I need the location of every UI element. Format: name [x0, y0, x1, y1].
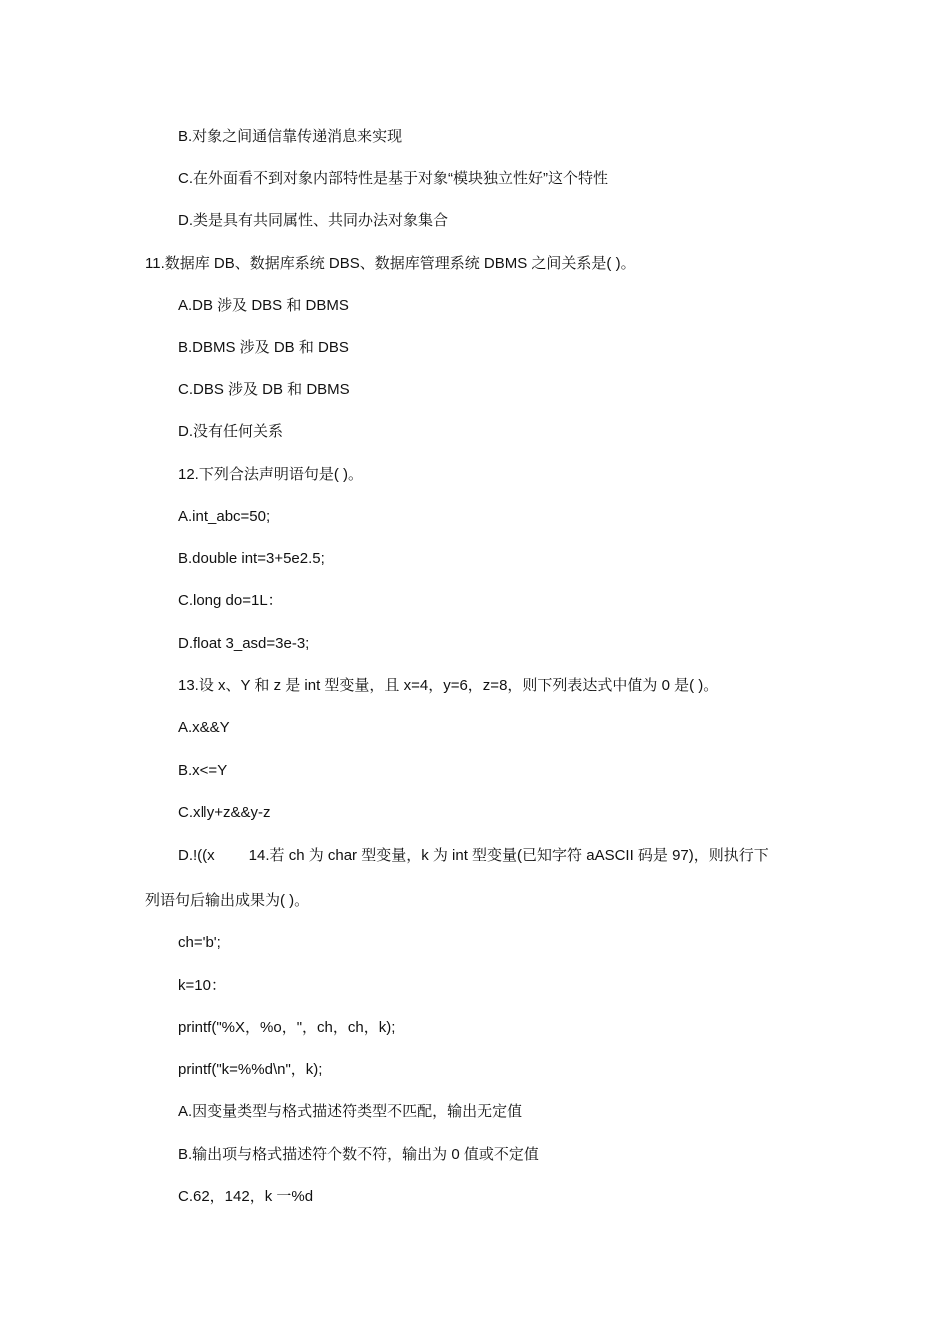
option-c-q12: C.long do=1L： — [178, 592, 283, 609]
question-11: 11.数据库 DB、数据库系统 DBS、数据库管理系统 DBMS 之间关系是( )。 — [145, 255, 636, 272]
code-line-3: printf("%X，%o，"，ch，ch，k); — [178, 1019, 396, 1036]
question-14-continued: 列语句后输出成果为( )。 — [145, 892, 310, 909]
option-c-q13: C.x‖y+z&&y-z — [178, 804, 271, 821]
option-c-q10: C.在外面看不到对象内部特性是基于对象“模块独立性好”这个特性 — [178, 170, 608, 187]
question-12: 12.下列合法声明语句是( )。 — [178, 466, 364, 483]
option-a-q14: A.因变量类型与格式描述符类型不匹配，输出无定值 — [178, 1103, 523, 1120]
question-13: 13.设 x、Y 和 z 是 int 型变量，且 x=4，y=6，z=8，则下列表达式中值为 0 是( )。 — [178, 677, 719, 694]
option-a-q11: A.DB 涉及 DBS 和 DBMS — [178, 297, 349, 314]
option-d-q11: D.没有任何关系 — [178, 423, 284, 440]
option-a-q12: A.int_abc=50; — [178, 508, 271, 525]
option-b-q11: B.DBMS 涉及 DB 和 DBS — [178, 339, 349, 356]
option-d-q13: D.!((x — [178, 847, 215, 864]
option-b-q14: B.输出项与格式描述符个数不符，输出为 0 值或不定值 — [178, 1146, 539, 1163]
code-line-2: k=10： — [178, 977, 226, 994]
option-b-q13: B.x<=Y — [178, 762, 228, 779]
code-line-4: printf("k=%%d\n"，k); — [178, 1061, 323, 1078]
option-c-q11: C.DBS 涉及 DB 和 DBMS — [178, 381, 350, 398]
option-d-q12: D.float 3_asd=3e-3; — [178, 635, 310, 652]
option-a-q13: A.x&&Y — [178, 719, 230, 736]
option-c-q14: C.62，142，k 一%d — [178, 1188, 314, 1205]
question-14-line — [178, 846, 769, 866]
code-line-1: ch='b'; — [178, 934, 221, 951]
option-b-q10: B.对象之间通信靠传递消息来实现 — [178, 128, 403, 145]
option-b-q12: B.double int=3+5e2.5; — [178, 550, 325, 567]
question-14: 14.若 ch 为 char 型变量，k 为 int 型变量(已知字符 aASCII 码是 97)，则执行下 — [248, 847, 769, 864]
option-d-q10: D.类是具有共同属性、共同办法对象集合 — [178, 212, 449, 229]
